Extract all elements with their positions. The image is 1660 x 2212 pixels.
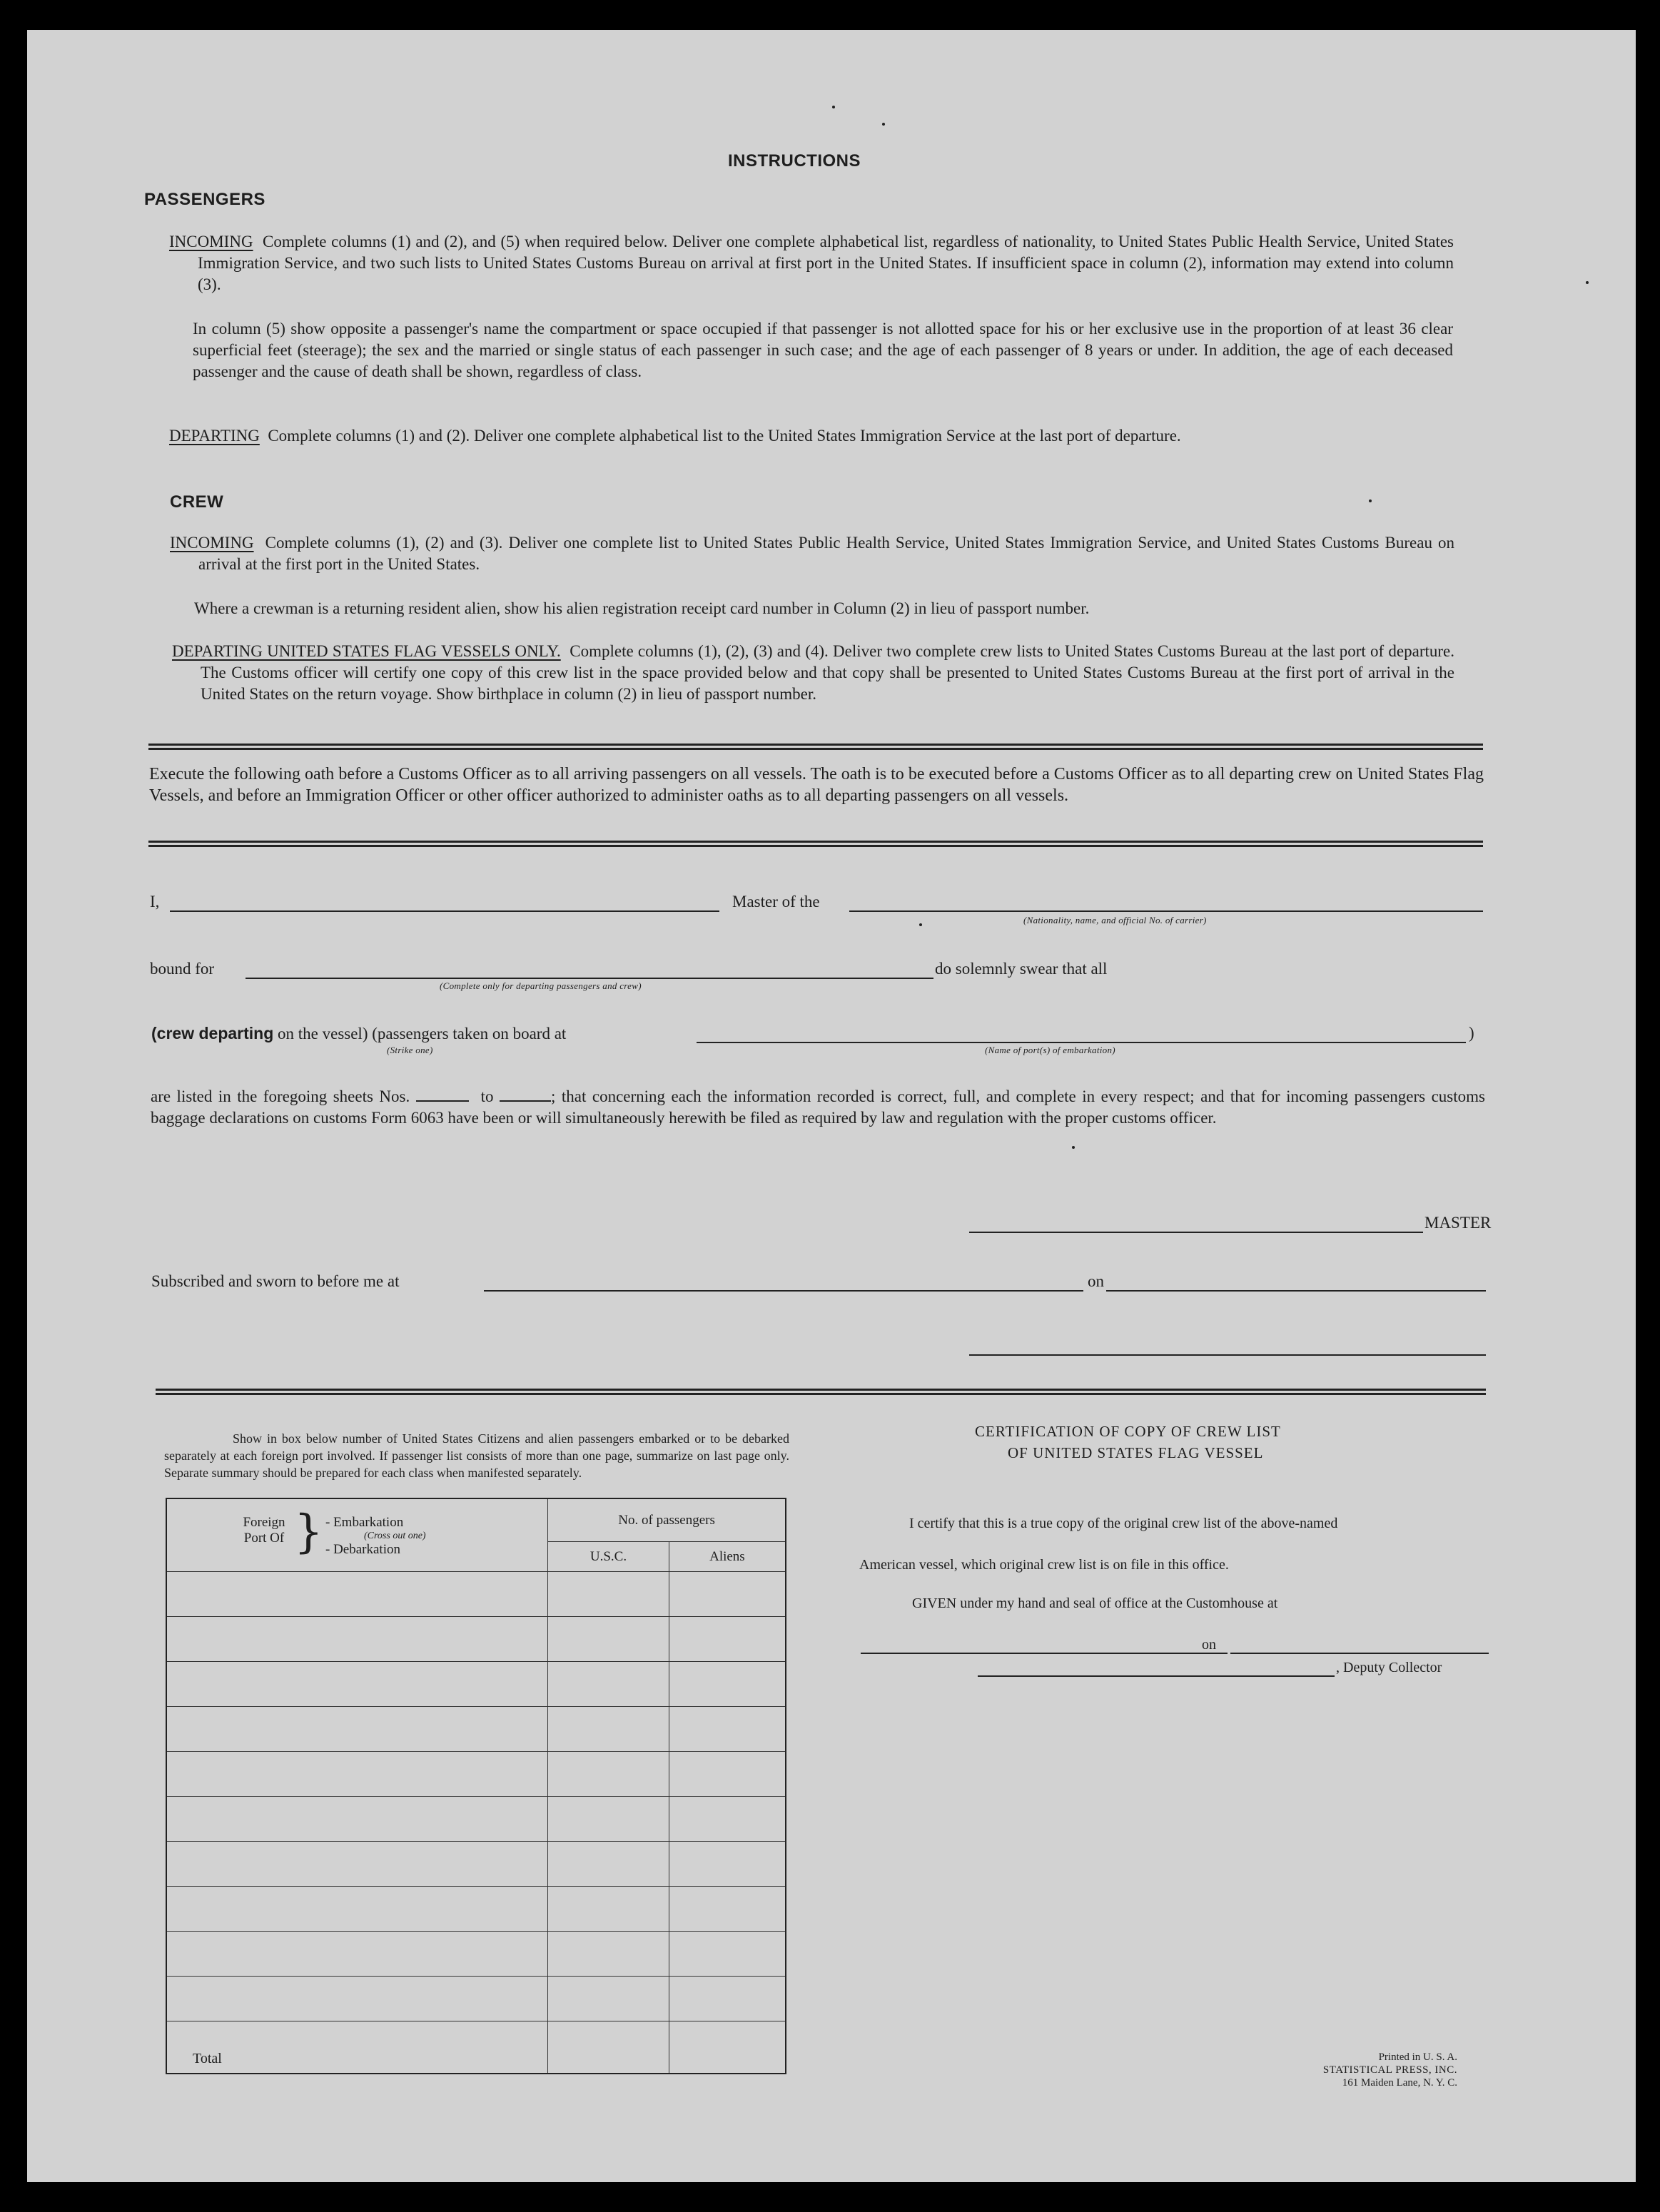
- cert-date-field[interactable]: [1230, 1653, 1489, 1654]
- flag-vessels-label: DEPARTING UNITED STATES FLAG VESSELS ONLY.: [172, 642, 561, 660]
- crew-incoming-text: Complete columns (1), (2) and (3). Deliver one complete list to United States Public Health Service, United States Immigration Service, and United States Customs Bureau on arrival at the first port in the United States.: [198, 534, 1454, 573]
- departing-text: Complete columns (1) and (2). Deliver one complete alphabetical list to the United States Immigration Service at the last port of departure.: [268, 427, 1181, 445]
- embarkation-port-field[interactable]: [697, 1042, 1466, 1043]
- crew-passengers-line: [151, 1023, 566, 1044]
- instructions-title: INSTRUCTIONS: [728, 151, 861, 171]
- scan-speck: [882, 123, 885, 126]
- nationality-caption: (Nationality, name, and official No. of carrier): [1023, 915, 1207, 925]
- no-passengers-header: No. of passengers: [548, 1498, 786, 1542]
- certify-line-1: I certify that this is a true copy of the original crew list of the above-named: [909, 1516, 1338, 1531]
- master-of-label: Master of the: [732, 893, 820, 910]
- port-label: Foreign Port Of: [243, 1515, 285, 1546]
- swear-label: do solemnly swear that all: [935, 960, 1108, 978]
- flag-vessels-text: Complete columns (1), (2), (3) and (4). Deliver two complete crew lists to United States Customs Bureau at the last port of departure. The Customs officer will certify one copy of this crew list in the space provided below and that copy shall be presented to United States Customs Bureau at the first port of arrival in the United States on the return voyage. Show birthplace in column (2) in lieu of passport number.: [201, 642, 1455, 703]
- scan-speck: [832, 106, 835, 108]
- flag-vessels-paragraph: [172, 641, 1454, 705]
- oath-i-label: I,: [150, 893, 160, 910]
- scan-speck: [1072, 1146, 1075, 1149]
- certification-title-1: CERTIFICATION OF COPY OF CREW LIST: [975, 1423, 1281, 1440]
- deputy-signature-field[interactable]: [978, 1675, 1335, 1677]
- officer-signature-field[interactable]: [969, 1354, 1486, 1356]
- close-paren: ): [1469, 1024, 1474, 1042]
- given-line: GIVEN under my hand and seal of office at the Customhouse at: [912, 1595, 1278, 1611]
- cross-out-caption: (Cross out one): [364, 1531, 426, 1541]
- summary-row[interactable]: [166, 1572, 786, 1617]
- scan-speck: [919, 923, 922, 926]
- summary-row[interactable]: [166, 1707, 786, 1752]
- summary-row[interactable]: [166, 1617, 786, 1662]
- column5-paragraph: In column (5) show opposite a passenger's name the compartment or space occupied if that passenger is not allotted space for his or her exclusive use in the proportion of at least 36 clear superficial feet (steerage); the sex and the married or single status of each passenger in such case; and the age of each passenger of 8 years or under. In addition, the age of each deceased passenger and the cause of death shall be shown, regardless of class.: [193, 320, 1453, 380]
- scan-speck: [1369, 499, 1372, 502]
- deputy-collector-label: , Deputy Collector: [1336, 1660, 1442, 1675]
- summary-row[interactable]: [166, 1662, 786, 1707]
- sworn-date-field[interactable]: [1106, 1290, 1486, 1292]
- summary-row[interactable]: [166, 1842, 786, 1887]
- printer-imprint: [1212, 2051, 1457, 2089]
- brace-icon: }: [294, 1506, 323, 1558]
- subscribed-label: Subscribed and sworn to before me at: [151, 1272, 400, 1290]
- printer-line-2: STATISTICAL PRESS, INC.: [1322, 2064, 1457, 2076]
- crew-incoming-label: INCOMING: [170, 534, 254, 552]
- form-sheet: [27, 30, 1636, 2182]
- summary-row[interactable]: [166, 1887, 786, 1932]
- master-label: MASTER: [1424, 1214, 1492, 1232]
- printer-line-3: 161 Maiden Lane, N. Y. C.: [1342, 2077, 1457, 2089]
- crew-heading: CREW: [170, 492, 224, 512]
- incoming-label: INCOMING: [169, 233, 253, 250]
- crew-incoming-paragraph: [170, 532, 1454, 575]
- oath-intro: Execute the following oath before a Customs Officer as to all arriving passengers on all vessels. The oath is to be executed before a Customs Officer as to all departing crew on United States Flag Vessels, and before an Immigration Officer or other officer authorized to administer oaths as to all departing passengers on all vessels.: [149, 765, 1484, 805]
- carrier-field[interactable]: [849, 910, 1483, 912]
- summary-row[interactable]: [166, 1932, 786, 1977]
- complete-caption: (Complete only for departing passengers and crew): [440, 980, 642, 991]
- master-name-field[interactable]: [170, 910, 719, 912]
- summary-row[interactable]: [166, 1752, 786, 1797]
- passenger-summary-table: [166, 1498, 786, 2074]
- master-signature-field[interactable]: [969, 1232, 1423, 1233]
- incoming-passengers-paragraph: [169, 231, 1454, 295]
- customhouse-field[interactable]: [861, 1653, 1228, 1654]
- total-label: Total: [166, 2021, 548, 2074]
- listed-sheets-label: are listed in the foregoing sheets Nos.: [151, 1087, 410, 1105]
- lower-divider: [156, 1389, 1486, 1395]
- debarkation-label: - Debarkation: [325, 1542, 400, 1557]
- usc-header: U.S.C.: [548, 1542, 669, 1572]
- incoming-text: Complete columns (1) and (2), and (5) when required below. Deliver one complete alphabetical list, regardless of nationality, to United States Public Health Service, United States Immigration Service, and two such lists to United States Customs Bureau on arrival at first port in the United States. If insufficient space in column (2), information may extend into column (3).: [198, 233, 1454, 293]
- bound-for-field[interactable]: [246, 978, 933, 979]
- printer-line-1: Printed in U. S. A.: [1378, 2051, 1457, 2063]
- passengers-heading: PASSENGERS: [144, 190, 265, 209]
- port-header-cell: [166, 1498, 548, 1572]
- on-vessel-label: on the vessel) (passengers taken on board at: [278, 1025, 567, 1042]
- embarkation-label: - Embarkation: [325, 1515, 404, 1530]
- departing-passengers-paragraph: [169, 425, 1454, 447]
- oath-divider: [148, 841, 1483, 847]
- strike-caption: (Strike one): [387, 1045, 433, 1055]
- listed-paragraph: [151, 1086, 1485, 1129]
- total-row[interactable]: [166, 2021, 786, 2074]
- listed-to-label: to: [480, 1087, 494, 1105]
- listed-text: ; that concerning each the information recorded is correct, full, and complete in every respect; and that for incoming passengers customs baggage declarations on customs Form 6063 have been or will simultaneously herewith be filed as required by law and regulation with the proper customs officer.: [151, 1087, 1485, 1127]
- sheet-to-field[interactable]: [500, 1100, 551, 1102]
- port-caption: (Name of port(s) of embarkation): [985, 1045, 1115, 1055]
- crew-resident-paragraph: Where a crewman is a returning resident alien, show his alien registration receipt card number in Column (2) in lieu of passport number.: [194, 599, 1090, 617]
- scan-speck: [1586, 281, 1589, 284]
- section-divider: [148, 744, 1483, 750]
- aliens-header: Aliens: [669, 1542, 786, 1572]
- sworn-on-label: on: [1088, 1272, 1104, 1290]
- summary-row[interactable]: [166, 1977, 786, 2021]
- summary-row[interactable]: [166, 1797, 786, 1842]
- departing-label: DEPARTING: [169, 427, 260, 445]
- bound-for-label: bound for: [150, 960, 215, 978]
- cert-on-label: on: [1202, 1637, 1216, 1653]
- certification-title-2: OF UNITED STATES FLAG VESSEL: [1008, 1444, 1264, 1461]
- crew-departing-label: (crew departing: [151, 1024, 274, 1042]
- sheet-from-field[interactable]: [416, 1100, 469, 1102]
- sworn-place-field[interactable]: [484, 1290, 1083, 1292]
- certify-line-2: American vessel, which original crew list is on file in this office.: [859, 1557, 1229, 1573]
- summary-note: Show in box below number of United States Citizens and alien passengers embarked or to be debarked separately at each foreign port involved. If passenger list consists of more than one page, summarize on last page only. Separate summary should be prepared for each class when manifested separately.: [164, 1431, 789, 1480]
